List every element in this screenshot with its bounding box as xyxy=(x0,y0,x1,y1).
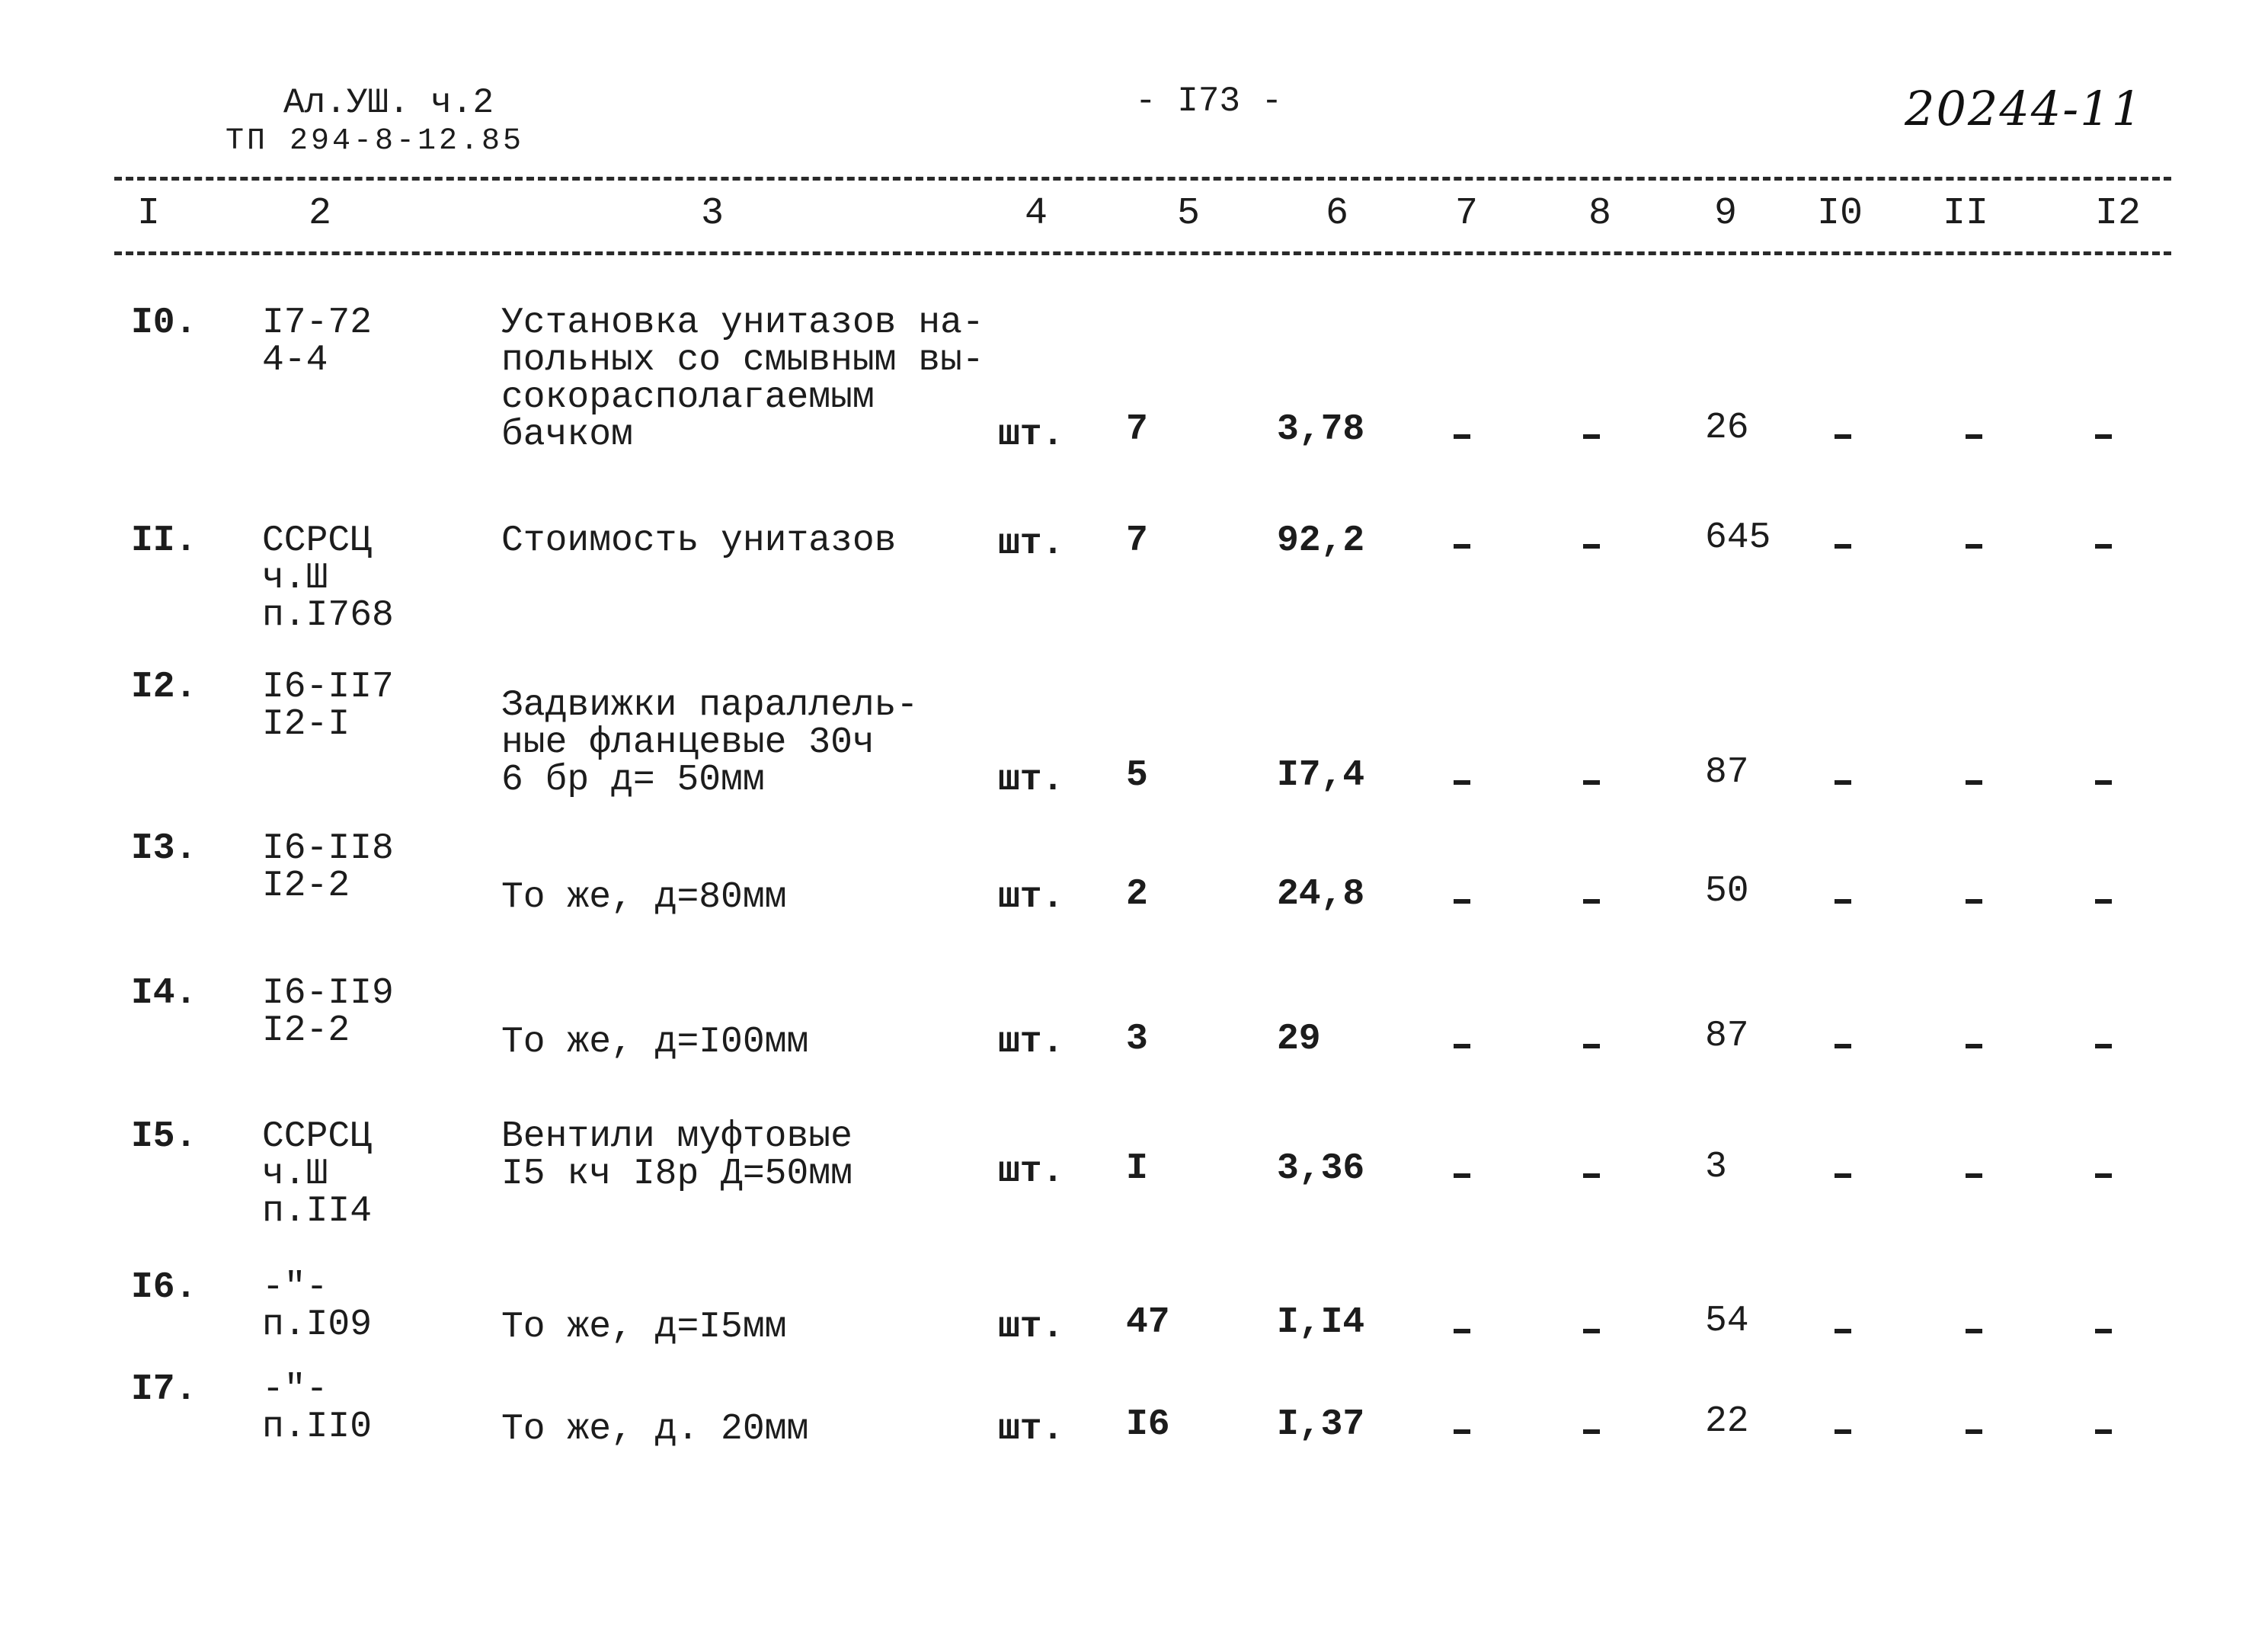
row-name-line: сокорасполагаемым xyxy=(501,377,875,418)
project-code: ТП 294-8-12.85 xyxy=(226,124,525,158)
row-unit: шт. xyxy=(998,1307,1064,1348)
row-dash-col11 xyxy=(1966,1044,1982,1048)
row-unit: шт. xyxy=(998,1409,1064,1450)
row-code-line: ч.Ш xyxy=(262,1154,328,1195)
row-name-line: 6 бр д= 50мм xyxy=(501,760,765,801)
row-code-line: 4-4 xyxy=(262,340,328,381)
header-bottom-rule xyxy=(114,251,2171,255)
row-price: 29 xyxy=(1277,1019,1321,1060)
row-price: I7,4 xyxy=(1277,755,1365,796)
row-unit: шт. xyxy=(998,523,1064,565)
row-total: 87 xyxy=(1705,752,1749,793)
row-total: 50 xyxy=(1705,871,1749,912)
row-unit: шт. xyxy=(998,1151,1064,1192)
row-quantity: 7 xyxy=(1126,520,1148,562)
column-header: 5 xyxy=(1176,192,1200,235)
row-number: I7. xyxy=(131,1369,197,1410)
row-price: 3,36 xyxy=(1277,1148,1365,1189)
row-code-line: I2-2 xyxy=(262,866,350,907)
column-header: I2 xyxy=(2094,192,2141,235)
row-name-line: Задвижки параллель- xyxy=(501,685,919,726)
row-quantity: I xyxy=(1126,1148,1148,1189)
row-name-line: То же, д=I5мм xyxy=(501,1307,787,1348)
row-dash-col10 xyxy=(1835,1329,1851,1333)
row-dash-col11 xyxy=(1966,434,1982,439)
row-unit: шт. xyxy=(998,1022,1064,1063)
row-name-line: ные фланцевые 30ч xyxy=(501,722,875,763)
row-dash-col8 xyxy=(1583,434,1600,439)
row-price: 24,8 xyxy=(1277,874,1365,915)
row-total: 54 xyxy=(1705,1301,1749,1342)
row-dash-col11 xyxy=(1966,544,1982,549)
row-dash-col8 xyxy=(1583,1044,1600,1048)
row-dash-col11 xyxy=(1966,1329,1982,1333)
row-name-line: То же, д=80мм xyxy=(501,877,787,918)
row-number: I4. xyxy=(131,973,197,1014)
row-total: 3 xyxy=(1705,1147,1727,1188)
row-code-line: ССРСЦ xyxy=(262,1116,373,1157)
row-quantity: I6 xyxy=(1126,1404,1170,1445)
row-code-line: п.I09 xyxy=(262,1304,373,1346)
row-quantity: 3 xyxy=(1126,1019,1148,1060)
series-code: Ал.УШ. ч.2 xyxy=(283,83,494,123)
row-dash-col12 xyxy=(2095,899,2112,904)
header-top-rule xyxy=(114,177,2171,181)
row-price: I,I4 xyxy=(1277,1302,1365,1343)
page-number: - I73 - xyxy=(1135,82,1283,121)
row-number: I0. xyxy=(131,302,197,344)
row-dash-col8 xyxy=(1583,780,1600,785)
row-code-line: п.I768 xyxy=(262,595,394,636)
row-unit: шт. xyxy=(998,877,1064,918)
row-code-line: ССРСЦ xyxy=(262,520,373,562)
row-dash-col10 xyxy=(1835,1173,1851,1178)
column-header: 3 xyxy=(700,192,724,235)
row-dash-col8 xyxy=(1583,899,1600,904)
row-dash-col12 xyxy=(2095,780,2112,785)
row-code-line: п.II4 xyxy=(262,1191,373,1232)
row-name-line: Установка унитазов на- xyxy=(501,302,984,344)
column-header: 9 xyxy=(1713,192,1737,235)
row-dash-col8 xyxy=(1583,1329,1600,1333)
column-header: I0 xyxy=(1816,192,1863,235)
row-dash-col10 xyxy=(1835,780,1851,785)
row-name-line: бачком xyxy=(501,414,633,456)
row-dash-col8 xyxy=(1583,544,1600,549)
row-code-line: ч.Ш xyxy=(262,558,328,599)
row-dash-col12 xyxy=(2095,544,2112,549)
row-quantity: 47 xyxy=(1126,1302,1170,1343)
row-name-line: То же, д. 20мм xyxy=(501,1409,809,1450)
row-quantity: 2 xyxy=(1126,874,1148,915)
row-total: 645 xyxy=(1705,517,1771,558)
row-number: II. xyxy=(131,520,197,562)
row-dash-col11 xyxy=(1966,899,1982,904)
row-price: I,37 xyxy=(1277,1404,1365,1445)
row-dash-col10 xyxy=(1835,1429,1851,1434)
row-quantity: 7 xyxy=(1126,409,1148,450)
row-total: 22 xyxy=(1705,1401,1749,1442)
row-unit: шт. xyxy=(998,760,1064,801)
row-code-line: I6-II7 xyxy=(262,667,394,708)
row-number: I6. xyxy=(131,1267,197,1308)
row-dash-col7 xyxy=(1454,780,1470,785)
row-dash-col7 xyxy=(1454,434,1470,439)
row-dash-col11 xyxy=(1966,780,1982,785)
row-dash-col12 xyxy=(2095,1429,2112,1434)
row-code-line: -"- xyxy=(262,1369,328,1410)
row-dash-col7 xyxy=(1454,1044,1470,1048)
row-number: I3. xyxy=(131,828,197,869)
column-header: 6 xyxy=(1325,192,1348,235)
row-name-line: польных со смывным вы- xyxy=(501,340,984,381)
column-header: 8 xyxy=(1588,192,1611,235)
column-header: I xyxy=(136,192,160,235)
row-dash-col12 xyxy=(2095,1173,2112,1178)
handwritten-doc-number: 20244-11 xyxy=(1905,81,2144,136)
row-name-line: I5 кч I8р Д=50мм xyxy=(501,1154,852,1195)
row-code-line: I7-72 xyxy=(262,302,373,344)
row-dash-col7 xyxy=(1454,1429,1470,1434)
row-code-line: п.II0 xyxy=(262,1407,373,1448)
column-header: 2 xyxy=(308,192,331,235)
row-code-line: I2-I xyxy=(262,704,350,745)
row-dash-col7 xyxy=(1454,544,1470,549)
row-price: 92,2 xyxy=(1277,520,1365,562)
row-dash-col8 xyxy=(1583,1429,1600,1434)
row-dash-col7 xyxy=(1454,1173,1470,1178)
row-code-line: I2-2 xyxy=(262,1010,350,1051)
row-total: 87 xyxy=(1705,1016,1749,1057)
row-dash-col8 xyxy=(1583,1173,1600,1178)
row-dash-col11 xyxy=(1966,1429,1982,1434)
row-dash-col7 xyxy=(1454,1329,1470,1333)
column-header: II xyxy=(1942,192,1988,235)
row-dash-col10 xyxy=(1835,434,1851,439)
row-dash-col12 xyxy=(2095,1044,2112,1048)
row-price: 3,78 xyxy=(1277,409,1365,450)
row-code-line: -"- xyxy=(262,1267,328,1308)
row-dash-col11 xyxy=(1966,1173,1982,1178)
row-name-line: Вентили муфтовые xyxy=(501,1116,852,1157)
row-code-line: I6-II8 xyxy=(262,828,394,869)
row-name-line: Стоимость унитазов xyxy=(501,520,897,562)
column-header: 7 xyxy=(1454,192,1478,235)
row-number: I5. xyxy=(131,1116,197,1157)
row-unit: шт. xyxy=(998,414,1064,456)
row-dash-col7 xyxy=(1454,899,1470,904)
row-number: I2. xyxy=(131,667,197,708)
column-header: 4 xyxy=(1024,192,1048,235)
row-code-line: I6-II9 xyxy=(262,973,394,1014)
row-dash-col10 xyxy=(1835,899,1851,904)
row-dash-col10 xyxy=(1835,544,1851,549)
row-name-line: То же, д=I00мм xyxy=(501,1022,809,1063)
row-dash-col12 xyxy=(2095,434,2112,439)
row-dash-col12 xyxy=(2095,1329,2112,1333)
row-quantity: 5 xyxy=(1126,755,1148,796)
row-total: 26 xyxy=(1705,408,1749,449)
row-dash-col10 xyxy=(1835,1044,1851,1048)
